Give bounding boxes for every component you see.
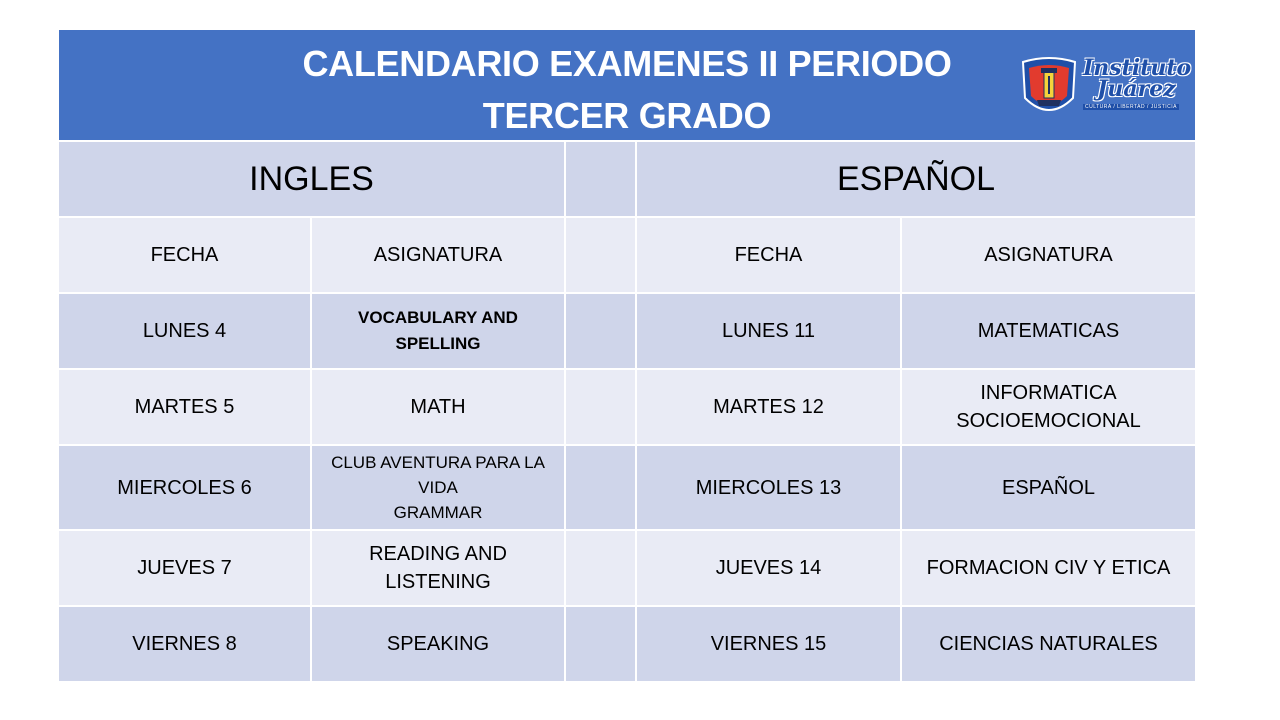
spacer-cell (566, 218, 635, 292)
espanol-fecha-cell: JUEVES 14 (637, 531, 900, 605)
spacer-cell (566, 531, 635, 605)
title-line-1: CALENDARIO EXAMENES II PERIODO (302, 43, 952, 84)
ingles-fecha-cell: LUNES 4 (59, 294, 310, 368)
title-banner (59, 30, 1195, 140)
logo-line-1: Instituto (1083, 55, 1192, 81)
espanol-col-fecha: FECHA (637, 218, 900, 292)
spacer-cell (566, 294, 635, 368)
spacer-cell (566, 370, 635, 444)
espanol-fecha-cell: MIERCOLES 13 (637, 446, 900, 529)
ingles-asignatura-cell: SPEAKING (312, 607, 564, 681)
asignatura-line: SOCIOEMOCIONAL (956, 410, 1141, 432)
espanol-asignatura-cell: FORMACION CIV Y ETICA (902, 531, 1195, 605)
espanol-heading: ESPAÑOL (637, 142, 1195, 216)
asignatura-line: READING AND (369, 543, 507, 565)
espanol-col-asignatura: ASIGNATURA (902, 218, 1195, 292)
asignatura-line: GRAMMAR (393, 503, 483, 522)
ingles-col-asignatura: ASIGNATURA (312, 218, 564, 292)
exam-schedule-table (59, 142, 1195, 681)
asignatura-line: CLUB AVENTURA PARA LA (331, 453, 545, 472)
espanol-fecha-cell: LUNES 11 (637, 294, 900, 368)
espanol-asignatura-cell: MATEMATICAS (902, 294, 1195, 368)
espanol-asignatura-cell: ESPAÑOL (902, 446, 1195, 529)
asignatura-line: VOCABULARY AND (358, 308, 518, 327)
asignatura-line: INFORMATICA (980, 382, 1117, 404)
espanol-asignatura-cell: CIENCIAS NATURALES (902, 607, 1195, 681)
logo-line-2: Juárez (1097, 76, 1176, 102)
espanol-asignatura-cell (902, 370, 1195, 444)
espanol-fecha-cell: VIERNES 15 (637, 607, 900, 681)
ingles-heading: INGLES (59, 142, 564, 216)
ingles-fecha-cell: JUEVES 7 (59, 531, 310, 605)
asignatura-line: SPELLING (395, 334, 481, 353)
spacer-cell (566, 446, 635, 529)
espanol-fecha-cell: MARTES 12 (637, 370, 900, 444)
ingles-asignatura-cell: MATH (312, 370, 564, 444)
ingles-asignatura-cell (312, 531, 564, 605)
logo-wordmark (1083, 55, 1192, 102)
asignatura-line: LISTENING (385, 571, 491, 593)
spacer-cell (566, 142, 635, 216)
logo-tagline: CULTURA / LIBERTAD / JUSTICIA (1085, 104, 1178, 110)
lighthouse-shield-icon (1019, 54, 1079, 126)
ingles-fecha-cell: MARTES 5 (59, 370, 310, 444)
spacer-cell (566, 607, 635, 681)
ingles-fecha-cell: MIERCOLES 6 (59, 446, 310, 529)
instituto-juarez-logo (1019, 54, 1192, 126)
ingles-fecha-cell: VIERNES 8 (59, 607, 310, 681)
title-line-2: TERCER GRADO (482, 95, 772, 136)
ingles-asignatura-cell (312, 446, 564, 529)
ingles-col-fecha: FECHA (59, 218, 310, 292)
asignatura-line: VIDA (418, 478, 458, 497)
ingles-asignatura-cell (312, 294, 564, 368)
